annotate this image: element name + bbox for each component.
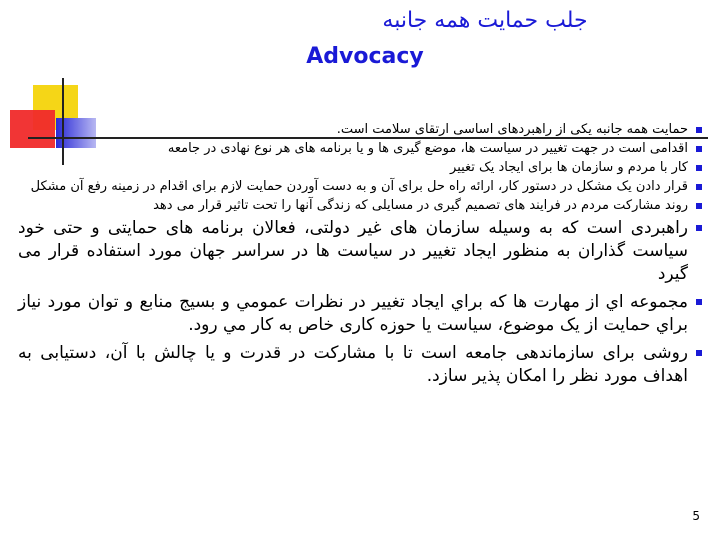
bullet-text: اقدامی است در جهت تغییر در سیاست ها، موضع گیری ها و یا برنامه های هر نوع نهادی در جامعه bbox=[167, 141, 688, 156]
bullet-item bbox=[18, 160, 702, 175]
bullet-text: کار با مردم و سازمان ها برای ایجاد یک تغییر bbox=[450, 160, 688, 175]
bullet-item bbox=[18, 198, 702, 213]
square-bullet-icon bbox=[696, 165, 702, 171]
bullet-text: قرار دادن یک مشکل در دستور کار، ارائه راه حل برای آن و به دست آوردن حمایت لازم برای اقدام در زمینه رفع آن مشکل bbox=[30, 179, 688, 194]
bullet-item bbox=[18, 217, 702, 286]
bullet-text: حمایت همه جانبه یکی از راهبردهای اساسی ارتقای سلامت است. bbox=[336, 122, 688, 137]
bullet-text: راهبردی است که به وسیله سازمان های غیر دولتی، فعالان برنامه های حمایتی و حتی خود سیاست گذاران به منظور ایجاد تغییر در سیاست ها در سراسر جهان مورد استفاده قرار می گیرد bbox=[18, 218, 688, 284]
square-bullet-icon bbox=[696, 350, 702, 356]
bullet-text: روشی برای سازماندهی جامعه است تا با مشارکت در قدرت و یا چالش با آن، دستیابی به اهداف مورد نظر را امکان پذیر سازد. bbox=[18, 343, 688, 386]
bullet-item bbox=[18, 141, 702, 156]
square-bullet-icon bbox=[696, 184, 702, 190]
square-bullet-icon bbox=[696, 127, 702, 133]
square-bullet-icon bbox=[696, 203, 702, 209]
bullet-item bbox=[18, 342, 702, 388]
square-bullet-icon bbox=[696, 146, 702, 152]
square-bullet-icon bbox=[696, 225, 702, 231]
bullet-text: مجموعه اي از مهارت ها که براي ایجاد تغییر در نظرات عمومي و بسیج منابع و توان مورد نیاز براي حمایت از یک موضوع، سیاست یا حوزه کاری خاص به کار مي رود. bbox=[18, 292, 688, 335]
bullet-item bbox=[18, 179, 702, 194]
bullet-item bbox=[18, 122, 702, 137]
bullet-text: روند مشارکت مردم در فرایند های تصمیم گیری در مسایلی که زندگی آنها را تحت تاثیر قرار می دهد bbox=[153, 198, 688, 213]
slide-title-english: Advocacy bbox=[306, 44, 424, 69]
page-number: 5 bbox=[692, 509, 700, 523]
square-bullet-icon bbox=[696, 299, 702, 305]
bullet-list bbox=[18, 122, 702, 393]
slide-title-persian: جلب حمایت همه جانبه bbox=[382, 8, 588, 33]
bullet-item bbox=[18, 291, 702, 337]
